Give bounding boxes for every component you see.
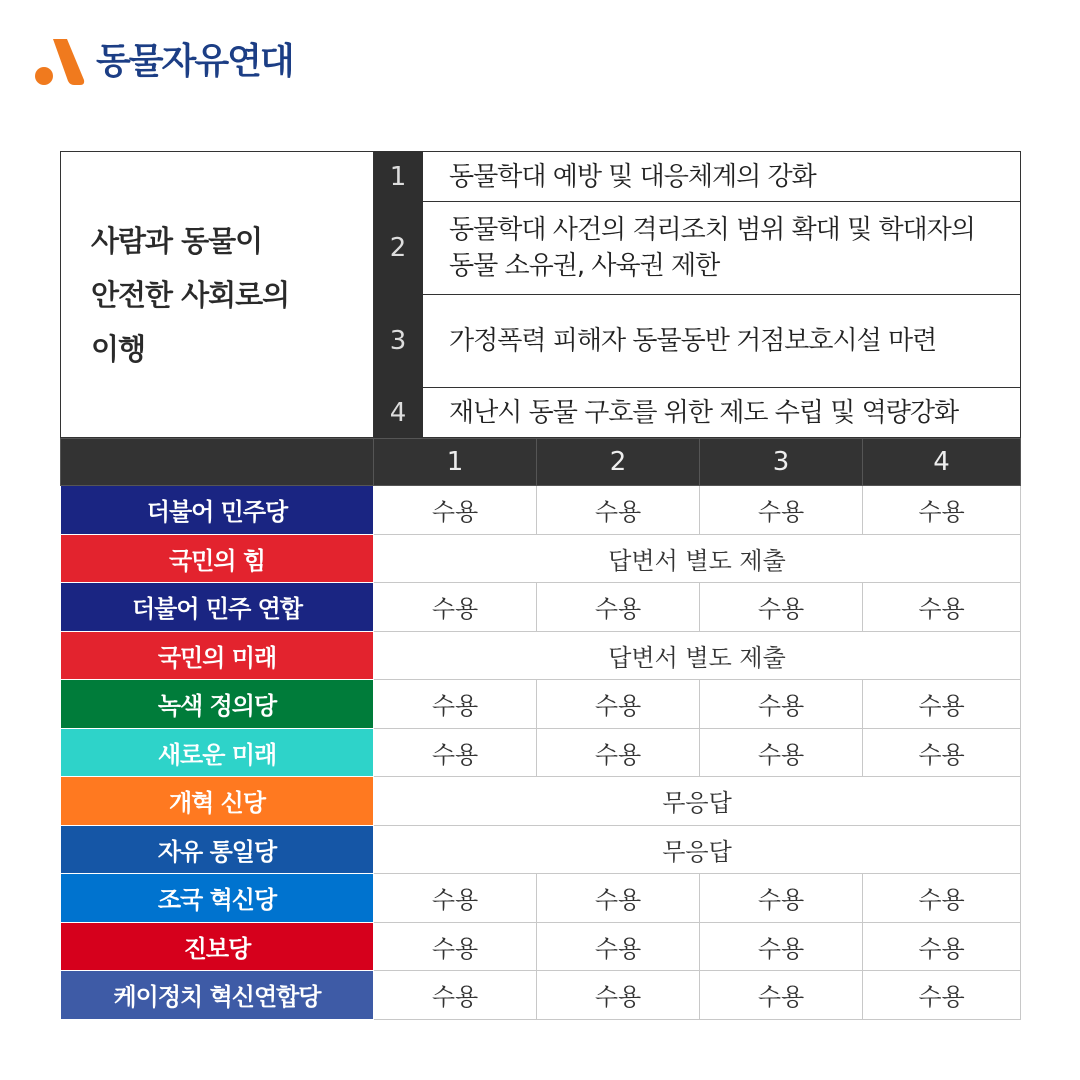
- response-cell: 수용: [863, 583, 1021, 632]
- response-cell: 수용: [863, 971, 1021, 1020]
- party-row: [61, 680, 1021, 729]
- policy-text-line: 동물 소유권, 사육권 제한: [449, 251, 720, 281]
- party-row: [61, 971, 1021, 1020]
- party-row: [61, 777, 1021, 826]
- topic-title: [61, 152, 374, 438]
- response-cell: 수용: [863, 874, 1021, 923]
- response-cell: 수용: [374, 971, 537, 1020]
- party-name: 자유 통일당: [61, 825, 374, 874]
- column-header: 4: [863, 439, 1021, 486]
- response-cell: 수용: [700, 922, 863, 971]
- response-cell: 수용: [537, 680, 700, 729]
- response-cell: 수용: [700, 874, 863, 923]
- topic-line: 이행: [91, 331, 146, 366]
- response-cell: 수용: [374, 922, 537, 971]
- response-cell: 수용: [537, 486, 700, 535]
- response-note: 답변서 별도 제출: [374, 534, 1021, 583]
- policy-number: 2: [374, 202, 423, 295]
- response-cell: 수용: [537, 874, 700, 923]
- response-cell: 수용: [374, 680, 537, 729]
- topic-line: 사람과 동물이: [91, 223, 263, 258]
- party-name: 더불어 민주당: [61, 486, 374, 535]
- party-name: 새로운 미래: [61, 728, 374, 777]
- response-note: 무응답: [374, 825, 1021, 874]
- party-row: [61, 922, 1021, 971]
- party-name: 개혁 신당: [61, 777, 374, 826]
- response-cell: 수용: [863, 680, 1021, 729]
- response-cell: 수용: [700, 728, 863, 777]
- response-cell: 수용: [700, 486, 863, 535]
- response-cell: 수용: [537, 728, 700, 777]
- party-row: [61, 728, 1021, 777]
- response-cell: 수용: [537, 583, 700, 632]
- policy-text: 가정폭력 피해자 동물동반 거점보호시설 마련: [423, 295, 1021, 388]
- policy-table: [60, 151, 1021, 438]
- response-cell: 수용: [374, 486, 537, 535]
- column-header: 2: [537, 439, 700, 486]
- policy-number: 3: [374, 295, 423, 388]
- party-name: 녹색 정의당: [61, 680, 374, 729]
- response-cell: 수용: [863, 922, 1021, 971]
- policy-text: 동물학대 예방 및 대응체계의 강화: [423, 152, 1021, 202]
- response-cell: 수용: [863, 728, 1021, 777]
- party-row: [61, 583, 1021, 632]
- header-blank-cell: [61, 439, 374, 486]
- column-header: 3: [700, 439, 863, 486]
- party-row: [61, 631, 1021, 680]
- response-cell: 수용: [537, 922, 700, 971]
- policy-text-line: 동물학대 사건의 격리조치 범위 확대 및 학대자의: [449, 215, 975, 245]
- party-name: 조국 혁신당: [61, 874, 374, 923]
- response-cell: 수용: [374, 874, 537, 923]
- policy-number: 1: [374, 152, 423, 202]
- party-name: 더불어 민주 연합: [61, 583, 374, 632]
- party-name: 진보당: [61, 922, 374, 971]
- response-cell: 수용: [537, 971, 700, 1020]
- policy-number: 4: [374, 388, 423, 438]
- party-name: 국민의 힘: [61, 534, 374, 583]
- brand-logo: [34, 36, 293, 88]
- response-cell: 수용: [700, 971, 863, 1020]
- policy-text: 재난시 동물 구호를 위한 제도 수립 및 역량강화: [423, 388, 1021, 438]
- response-note: 답변서 별도 제출: [374, 631, 1021, 680]
- response-note: 무응답: [374, 777, 1021, 826]
- party-response-table: [60, 438, 1021, 1020]
- party-row: [61, 534, 1021, 583]
- brand-name: 동물자유연대: [96, 41, 293, 82]
- party-name: 국민의 미래: [61, 631, 374, 680]
- brand-logo-icon: [34, 36, 86, 88]
- party-row: [61, 825, 1021, 874]
- header-row: [61, 439, 1021, 486]
- party-row: [61, 874, 1021, 923]
- topic-line: 안전한 사회로의: [91, 277, 290, 312]
- policy-text: [423, 202, 1021, 295]
- party-name: 케이정치 혁신연합당: [61, 971, 374, 1020]
- response-cell: 수용: [374, 728, 537, 777]
- response-cell: 수용: [700, 583, 863, 632]
- response-cell: 수용: [700, 680, 863, 729]
- response-cell: 수용: [863, 486, 1021, 535]
- response-cell: 수용: [374, 583, 537, 632]
- column-header: 1: [374, 439, 537, 486]
- party-row: [61, 486, 1021, 535]
